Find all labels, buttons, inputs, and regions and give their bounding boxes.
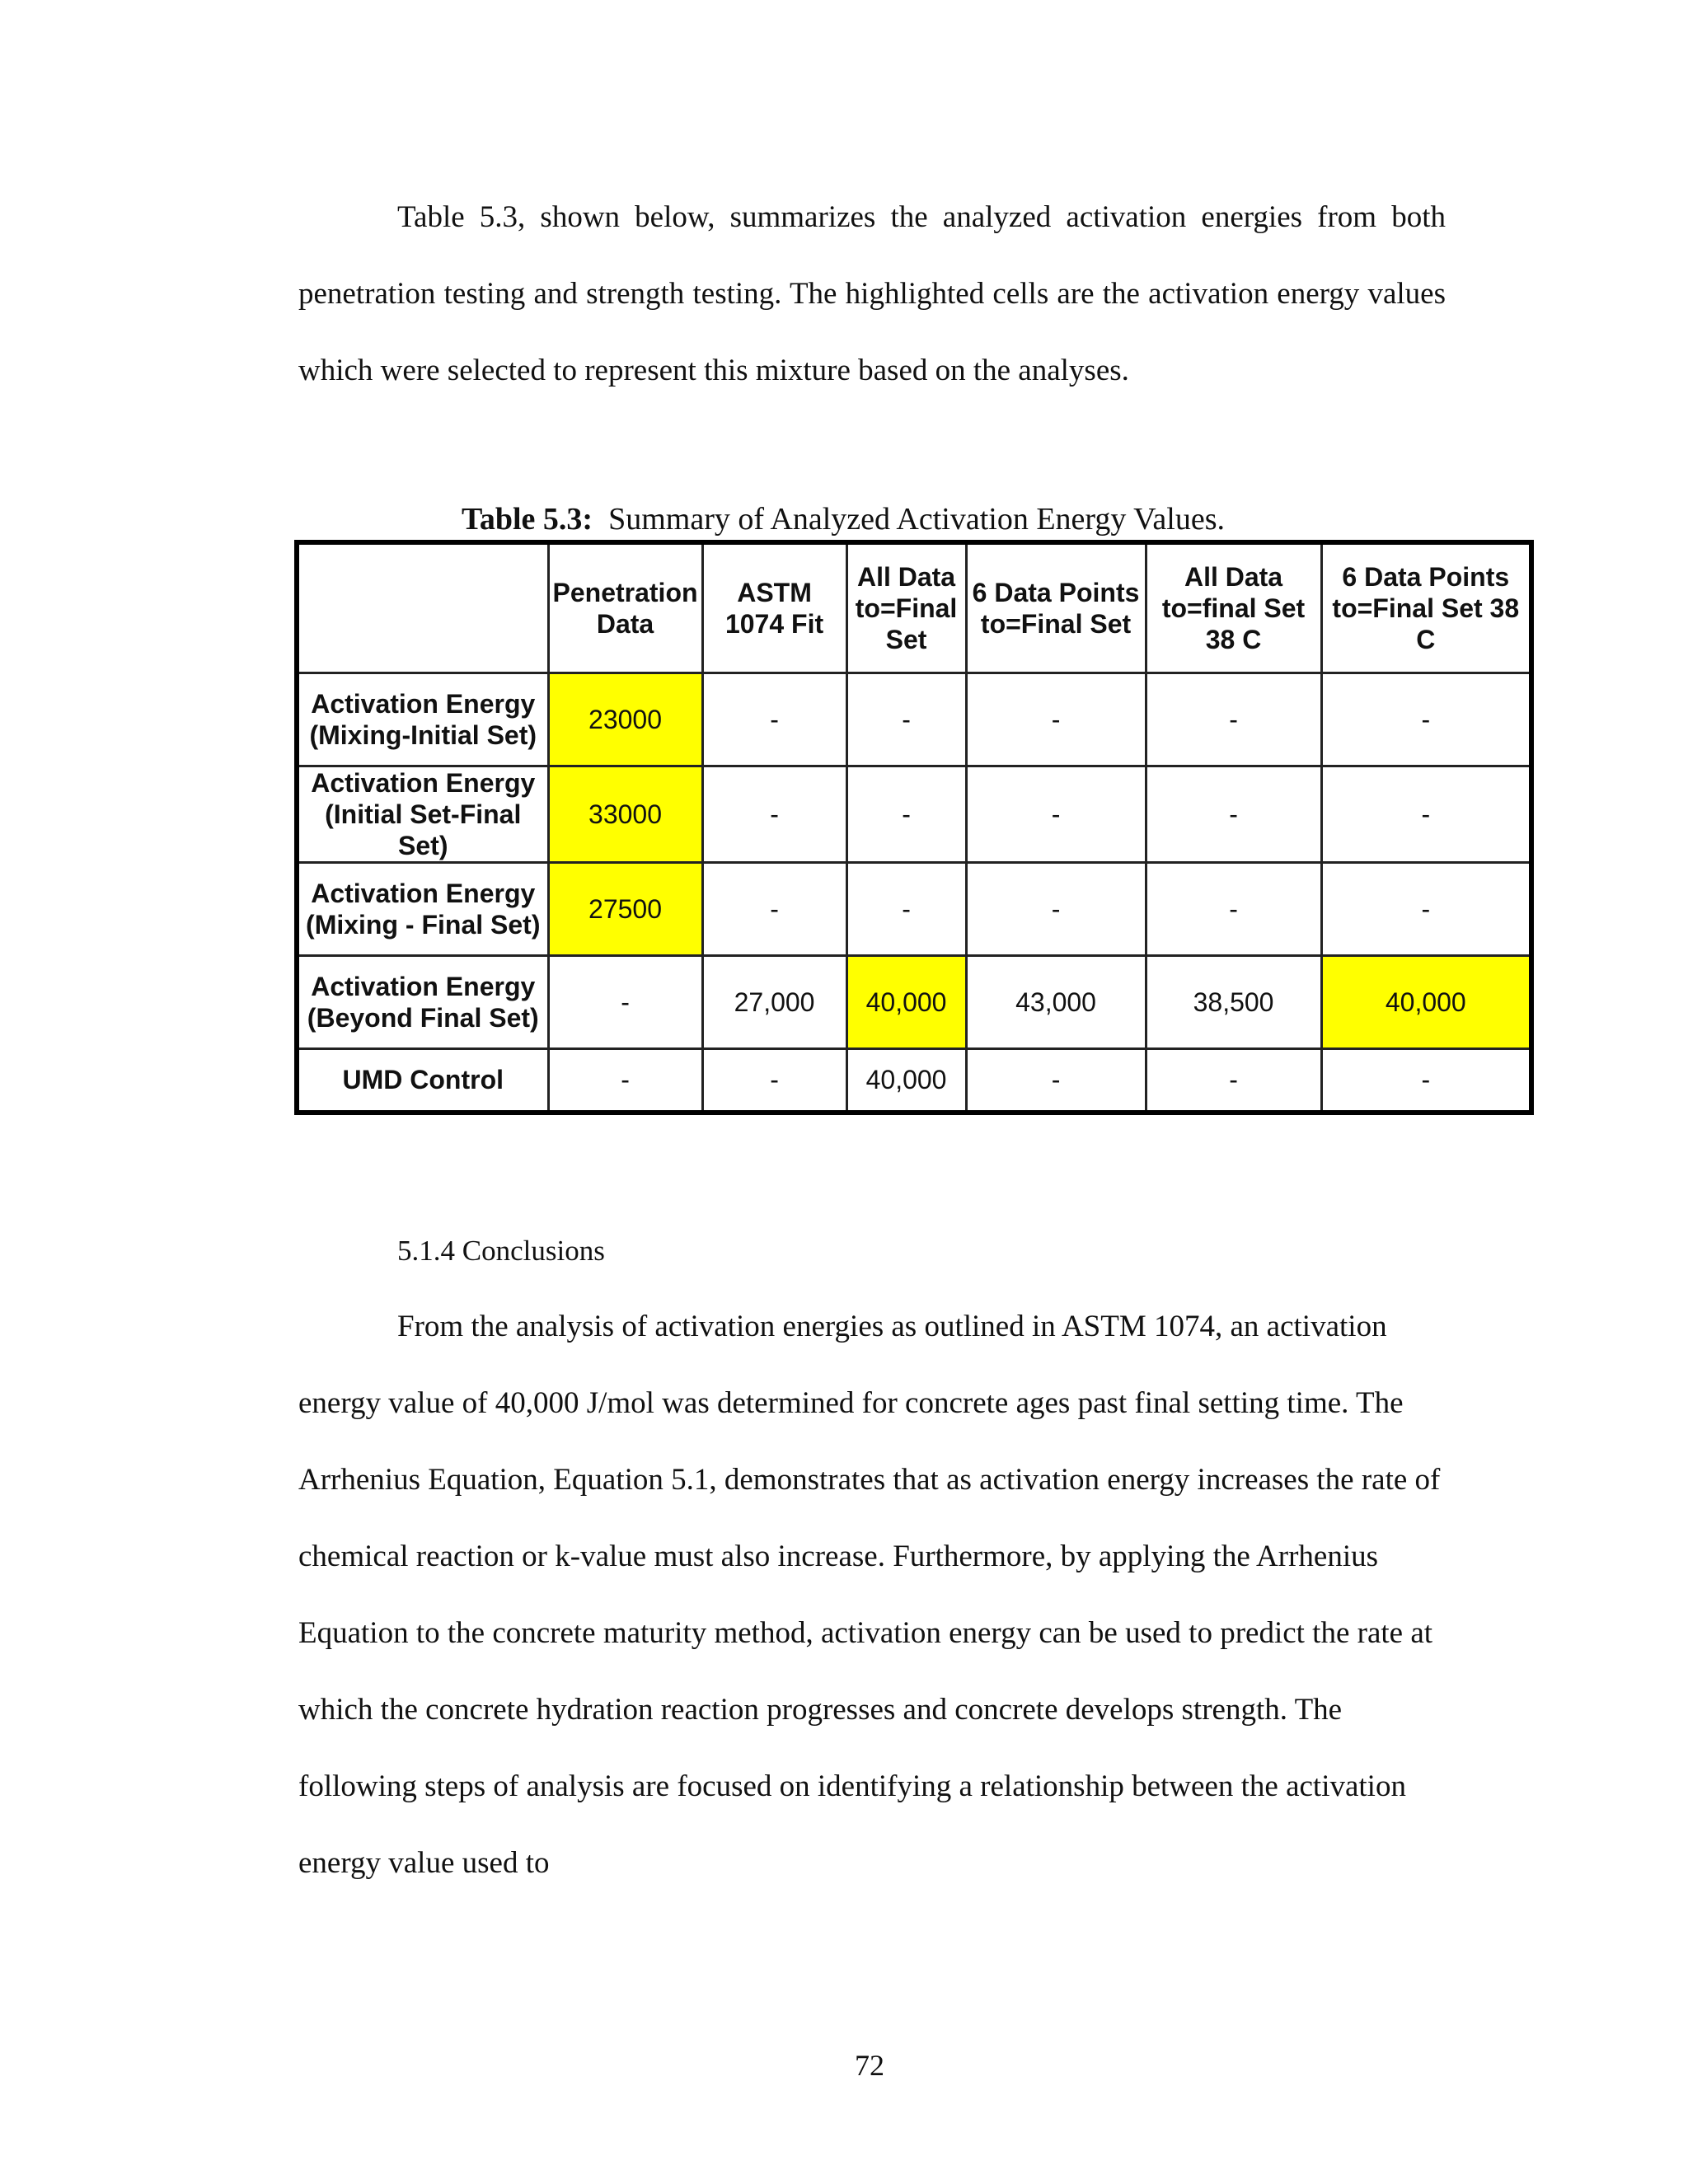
column-header: 6 Data Points to=Final Set	[966, 542, 1146, 673]
column-header: All Data to=Final Set	[846, 542, 966, 673]
table-caption	[462, 501, 1225, 537]
table-cell: -	[846, 766, 966, 862]
section-heading: 5.1.4 Conclusions	[397, 1235, 605, 1267]
table-row	[297, 673, 1531, 766]
table-cell: -	[702, 862, 846, 955]
column-header: 6 Data Points to=Final Set 38 C	[1321, 542, 1531, 673]
table-cell: -	[1321, 766, 1531, 862]
table-cell: -	[966, 1048, 1146, 1113]
table-cell: -	[702, 673, 846, 766]
table-cell: -	[846, 673, 966, 766]
table-cell: 38,500	[1146, 955, 1321, 1048]
row-header: Activation Energy (Initial Set-Final Set)	[297, 766, 548, 862]
table-cell: -	[966, 862, 1146, 955]
table-row	[297, 862, 1531, 955]
table-cell: -	[702, 766, 846, 862]
row-header: UMD Control	[297, 1048, 548, 1113]
table-cell: -	[1146, 862, 1321, 955]
table-cell: -	[1146, 673, 1321, 766]
table-cell-highlighted: 27500	[548, 862, 702, 955]
conclusions-paragraph	[298, 1288, 1452, 1901]
row-header: Activation Energy (Mixing - Final Set)	[297, 862, 548, 955]
column-header: Penetration Data	[548, 542, 702, 673]
table-row	[297, 1048, 1531, 1113]
table-caption-text: Summary of Analyzed Activation Energy Values.	[608, 502, 1225, 537]
table-cell: -	[1321, 673, 1531, 766]
table-cell: -	[548, 1048, 702, 1113]
page-number: 72	[855, 2049, 884, 2082]
column-header: All Data to=final Set 38 C	[1146, 542, 1321, 673]
table-header-row	[297, 542, 1531, 673]
table-cell-highlighted: 40,000	[1321, 955, 1531, 1048]
table-cell: 27,000	[702, 955, 846, 1048]
table-cell-highlighted: 40,000	[846, 955, 966, 1048]
table-cell: -	[966, 766, 1146, 862]
table-cell: 43,000	[966, 955, 1146, 1048]
intro-paragraph	[298, 179, 1446, 409]
table-cell: -	[846, 862, 966, 955]
table-cell: -	[1321, 1048, 1531, 1113]
table-cell: -	[548, 955, 702, 1048]
activation-energy-table	[294, 540, 1534, 1115]
row-header: Activation Energy (Beyond Final Set)	[297, 955, 548, 1048]
intro-text: Table 5.3, shown below, summarizes the analyzed activation energies from both penetration testing and strength testing. The highlighted cells are the activation energy values which were selected to represent this mixture based on the analyses.	[298, 200, 1446, 387]
table-caption-label: Table 5.3:	[462, 502, 593, 537]
row-header: Activation Energy (Mixing-Initial Set)	[297, 673, 548, 766]
table-cell-highlighted: 33000	[548, 766, 702, 862]
table-cell: -	[1146, 1048, 1321, 1113]
table-cell: -	[966, 673, 1146, 766]
table-cell: 40,000	[846, 1048, 966, 1113]
table-cell: -	[1321, 862, 1531, 955]
table-cell-highlighted: 23000	[548, 673, 702, 766]
column-header: ASTM 1074 Fit	[702, 542, 846, 673]
table-row	[297, 955, 1531, 1048]
table-cell: -	[1146, 766, 1321, 862]
table-corner-cell	[297, 542, 548, 673]
conclusions-text: From the analysis of activation energies as outlined in ASTM 1074, an activation energy value of 40,000 J/mol was determined for concrete ages past final setting time. The Arrhenius Equation, Equation 5.1, demonstrates that as activation energy increases the rate of chemical reaction or k-value must also increase. Furthermore, by applying the Arrhenius Equation to the concrete maturity method, activation energy can be used to predict the rate at which the concrete hydration reaction progresses and concrete develops strength. The following steps of analysis are focused on identifying a relationship between the activation energy value used to	[298, 1310, 1441, 1880]
table-row	[297, 766, 1531, 862]
table-cell: -	[702, 1048, 846, 1113]
